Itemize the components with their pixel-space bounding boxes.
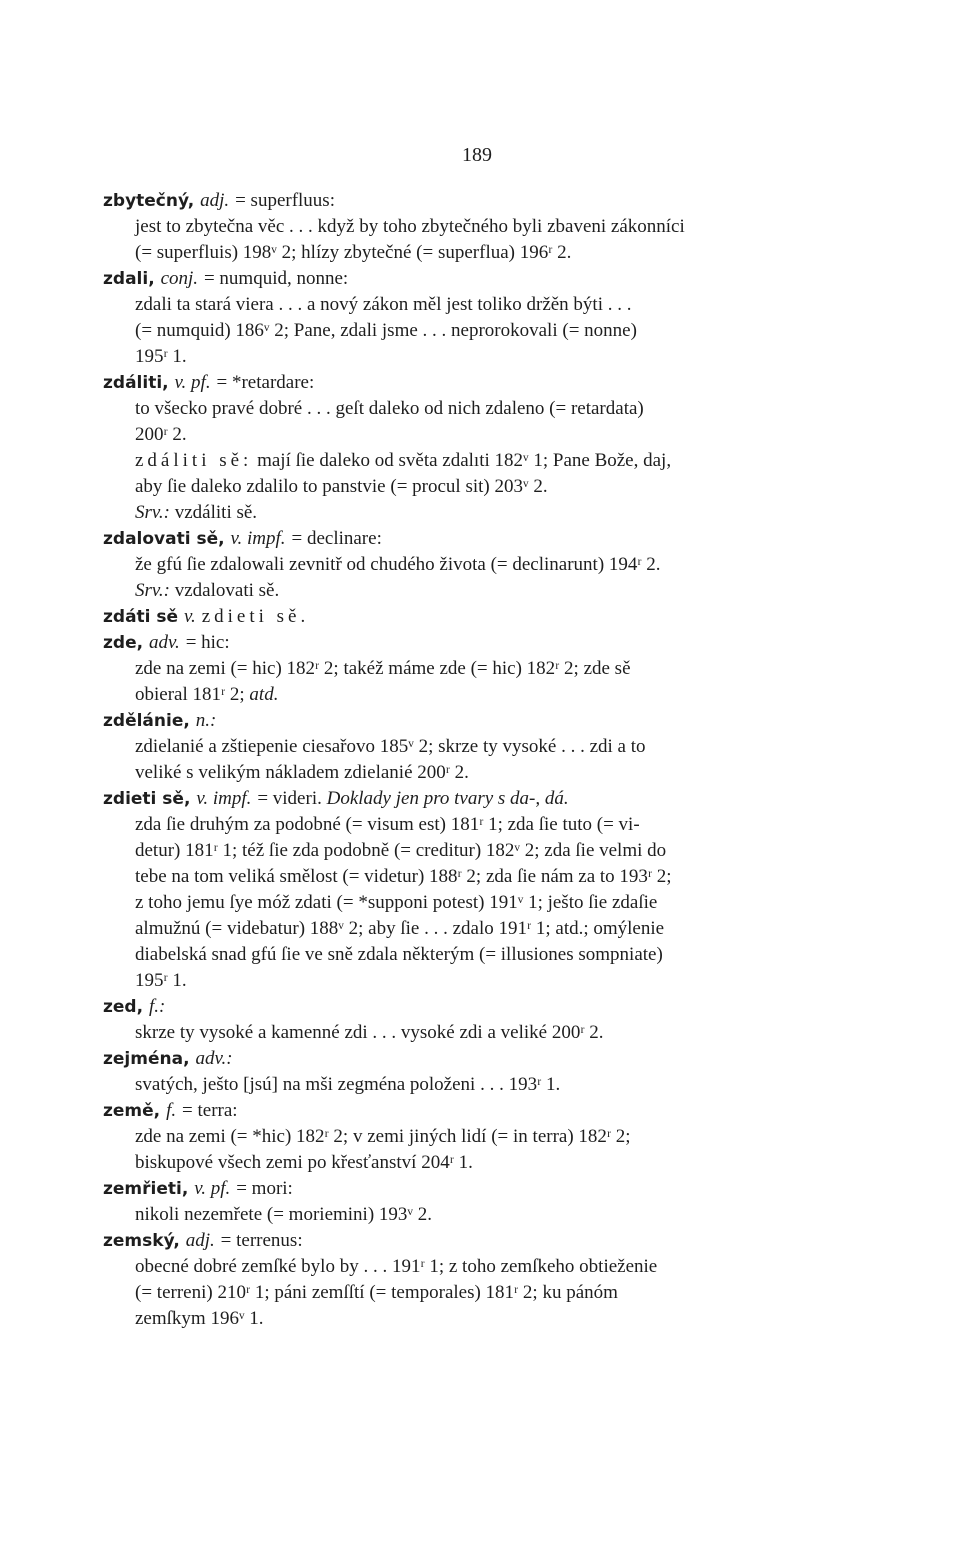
see-also-target: vzdalovati sě. [170, 580, 280, 601]
entry-head [103, 1098, 873, 1124]
etc-abbrev: atd. [244, 684, 279, 705]
entry-head [103, 1176, 873, 1202]
example-line: zdali ta stará viera . . . a nový zákon měl jest toliko držěn býti . . . [135, 294, 632, 315]
headword: zemský, [103, 1231, 180, 1251]
latin-gloss: = hic: [185, 632, 230, 653]
see-also-label: Srv.: [135, 502, 170, 523]
dictionary-entry [103, 994, 873, 1046]
grammar-label: v. impf. [196, 788, 252, 809]
example-line: to všecko pravé dobré . . . geſt daleko od nich zdaleno (= retardata) [135, 398, 644, 419]
entry-head [103, 604, 873, 630]
sense-line [135, 448, 873, 474]
dictionary-entry [103, 448, 873, 526]
example-line: nikoli nezemřete (= moriemini) 193ᵛ 2. [135, 1204, 432, 1225]
example-line: z toho jemu ſye móž zdati (= *supponi potest) 191ᵛ 1; ješto ſie zdaſie [135, 892, 658, 913]
headword: zdieti sě, [103, 789, 191, 809]
example-line: veliké s velikým nákladem zdielanié 200ʳ 2. [135, 762, 469, 783]
example-line: zde na zemi (= hic) 182ʳ 2; takéž máme zde (= hic) 182ʳ 2; zde sě [135, 658, 631, 679]
see-also-line [135, 500, 873, 526]
latin-gloss: = declinare: [291, 528, 382, 549]
dictionary-entry [103, 786, 873, 994]
headword: zdali, [103, 269, 155, 289]
example-line: 200ʳ 2. [135, 424, 187, 445]
headword: zejména, [103, 1049, 190, 1069]
see-also-line [135, 578, 873, 604]
headword: zed, [103, 997, 144, 1017]
entry-head [103, 1228, 873, 1254]
grammar-label: v. pf. [194, 1178, 231, 1199]
dictionary-entry [103, 1046, 873, 1098]
example-line: že gfú ſie zdalowali zevnitř od chudého života (= declinarunt) 194ʳ 2. [135, 554, 661, 575]
headword: země, [103, 1101, 161, 1121]
dictionary-entry [103, 1176, 873, 1228]
latin-gloss: = terrenus: [220, 1230, 303, 1251]
latin-gloss: = videri. [257, 788, 322, 809]
grammar-label: adv.: [195, 1048, 233, 1069]
entry-head [103, 994, 873, 1020]
headword: zdělánie, [103, 711, 190, 731]
dictionary-entries [103, 188, 873, 1332]
headword: zde, [103, 633, 144, 653]
dictionary-entry [103, 1098, 873, 1176]
dictionary-entry [103, 266, 873, 370]
grammar-label: f. [166, 1100, 177, 1121]
grammar-label: n.: [195, 710, 217, 731]
example-line: jest to zbytečna věc . . . když by toho zbytečného byli zbaveni zákonníci [135, 216, 685, 237]
headword: zdalovati sě, [103, 529, 225, 549]
grammar-label: v. [183, 606, 196, 627]
example-line: zde na zemi (= *hic) 182ʳ 2; v zemi jiných lidí (= in terra) 182ʳ 2; [135, 1126, 631, 1147]
example-line: 195ʳ 1. [135, 970, 187, 991]
entry-head [103, 188, 873, 214]
grammar-label: f.: [148, 996, 166, 1017]
sense-text: mají ſie daleko od světa zdalıti 182ᵛ 1; Pane Bože, daj, [252, 450, 672, 471]
cross-reference: zdieti sě. [201, 606, 310, 627]
latin-gloss: = numquid, nonne: [203, 268, 349, 289]
gloss-note: Doklady jen pro tvary s da-, dá. [321, 788, 569, 809]
example-text: obieral 181ʳ 2; [135, 684, 245, 705]
page-number: 189 [462, 144, 492, 166]
grammar-label: v. pf. [174, 372, 211, 393]
example-line: zdielanié a zštiepenie ciesařovo 185ᵛ 2; skrze ty vysoké . . . zdi a to [135, 736, 646, 757]
latin-gloss: = mori: [236, 1178, 293, 1199]
dictionary-entry [103, 1228, 873, 1332]
see-also-target: vzdáliti sě. [170, 502, 258, 523]
example-line: (= numquid) 186ᵛ 2; Pane, zdali jsme . . . neprorokovali (= nonne) [135, 320, 637, 341]
example-line: almužnú (= videbatur) 188ᵛ 2; aby ſie . . . zdalo 191ʳ 1; atd.; omýlenie [135, 918, 665, 939]
example-line: skrze ty vysoké a kamenné zdi . . . vysoké zdi a veliké 200ʳ 2. [135, 1022, 604, 1043]
headword: zdáti sě [103, 607, 179, 627]
example-line: detur) 181ʳ 1; též ſie zda podobně (= creditur) 182ᵛ 2; zda ſie velmi do [135, 840, 667, 861]
grammar-label: adj. [185, 1230, 215, 1251]
latin-gloss: = superfluus: [235, 190, 335, 211]
dictionary-entry [103, 370, 873, 448]
headword: zdáliti, [103, 373, 169, 393]
entry-head [103, 266, 873, 292]
example-line: aby ſie daleko zdalilo to panstvie (= procul sit) 203ᵛ 2. [135, 476, 548, 497]
latin-gloss: = terra: [182, 1100, 238, 1121]
grammar-label: adj. [200, 190, 230, 211]
example-line: diabelská snad gfú ſie ve sně zdala některým (= illusiones sompniate) [135, 944, 663, 965]
example-line: svatých, ješto [jsú] na mši zegména položeni . . . 193ʳ 1. [135, 1074, 561, 1095]
example-line: zemſkym 196ᵛ 1. [135, 1308, 264, 1329]
example-line: 195ʳ 1. [135, 346, 187, 367]
dictionary-entry [103, 526, 873, 604]
headword: zbytečný, [103, 191, 195, 211]
headword: zemřieti, [103, 1179, 189, 1199]
dictionary-entry [103, 604, 873, 630]
example-line: obecné dobré zemſké bylo by . . . 191ʳ 1; z toho zemſkeho obtieženie [135, 1256, 658, 1277]
example-line: tebe na tom veliká smělost (= videtur) 188ʳ 2; zda ſie nám za to 193ʳ 2; [135, 866, 672, 887]
example-line: biskupové všech zemi po křesťanství 204ʳ 1. [135, 1152, 473, 1173]
grammar-label: adv. [148, 632, 180, 653]
subentry-headword: zdáliti sě: [135, 450, 253, 471]
entry-head [103, 708, 873, 734]
entry-head [103, 370, 873, 396]
example-line [135, 682, 873, 708]
example-line: zda ſie druhým za podobné (= visum est) 181ʳ 1; zda ſie tuto (= vi- [135, 814, 640, 835]
entry-head [103, 1046, 873, 1072]
example-line: (= terreni) 210ʳ 1; páni zemſſtí (= temporales) 181ʳ 2; ku pánóm [135, 1282, 618, 1303]
example-line: (= superfluis) 198ᵛ 2; hlízy zbytečné (= superflua) 196ʳ 2. [135, 242, 572, 263]
entry-head [103, 630, 873, 656]
dictionary-entry [103, 630, 873, 708]
see-also-label: Srv.: [135, 580, 170, 601]
entry-head [103, 786, 873, 812]
latin-gloss: = *retardare: [216, 372, 315, 393]
grammar-label: v. impf. [230, 528, 286, 549]
dictionary-entry [103, 708, 873, 786]
dictionary-entry [103, 188, 873, 266]
entry-head [103, 526, 873, 552]
grammar-label: conj. [160, 268, 199, 289]
